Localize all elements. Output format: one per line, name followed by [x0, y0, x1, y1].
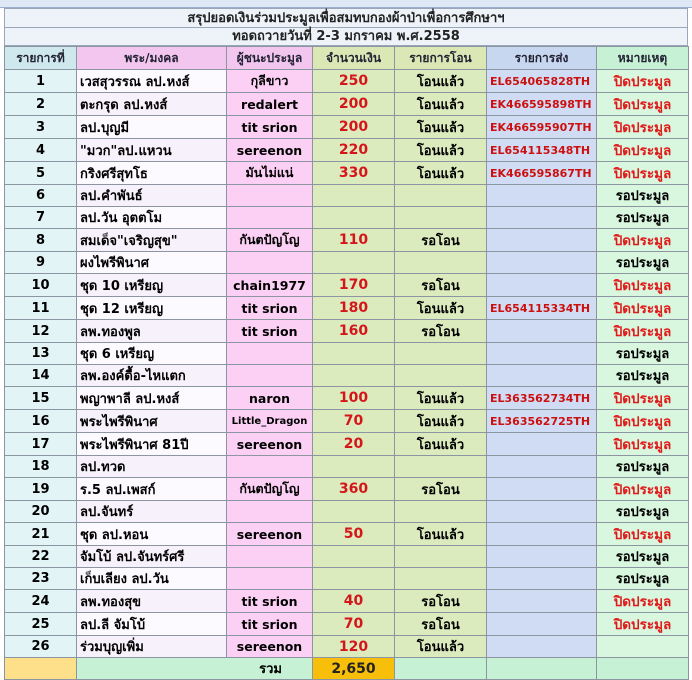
table-row [5, 613, 689, 636]
table-row [5, 568, 689, 590]
amount-cell[interactable]: 100 [313, 387, 395, 410]
row-number[interactable]: 10 [5, 274, 77, 297]
note-status[interactable]: ปิดประมูล [597, 162, 689, 185]
table-row [5, 252, 689, 274]
winner-name[interactable]: chain1977 [227, 274, 313, 297]
winner-name[interactable] [227, 546, 313, 568]
shipping-code[interactable] [487, 320, 597, 343]
row-number[interactable]: 24 [5, 590, 77, 613]
row-number[interactable]: 17 [5, 433, 77, 456]
winner-name[interactable]: tit srion [227, 116, 313, 139]
transfer-status[interactable]: โอนแล้ว [395, 139, 487, 162]
table-row [5, 116, 689, 139]
header-amount: จำนวนเงิน [313, 47, 395, 70]
shipping-code[interactable]: EK466595867TH [487, 162, 597, 185]
winner-name[interactable]: naron [227, 387, 313, 410]
shipping-code[interactable] [487, 590, 597, 613]
winner-name[interactable]: tit srion [227, 613, 313, 636]
transfer-status[interactable]: รอโอน [395, 274, 487, 297]
winner-name[interactable]: tit srion [227, 297, 313, 320]
table-row [5, 478, 689, 501]
total-cell-transfer[interactable] [395, 658, 487, 680]
amount-cell[interactable] [313, 456, 395, 478]
row-number[interactable]: 9 [5, 252, 77, 274]
table-row [5, 320, 689, 343]
shipping-code[interactable] [487, 207, 597, 229]
amount-cell[interactable] [313, 343, 395, 365]
item-name[interactable]: เก็บเลียง ลป.วัน [77, 568, 227, 590]
item-name[interactable]: ลป.วัน อุตตโม [77, 207, 227, 229]
item-name[interactable]: ชุด 12 เหรียญ [77, 297, 227, 320]
note-status[interactable]: ปิดประมูล [597, 116, 689, 139]
shipping-code[interactable]: EL654065828TH [487, 70, 597, 93]
note-status[interactable]: ปิดประมูล [597, 387, 689, 410]
winner-name[interactable]: Little_Dragon [227, 410, 313, 433]
shipping-code[interactable] [487, 185, 597, 207]
table-row [5, 365, 689, 387]
amount-cell[interactable]: 360 [313, 478, 395, 501]
item-name[interactable]: ร่วมบุญเพิ่ม [77, 636, 227, 658]
row-number[interactable]: 3 [5, 116, 77, 139]
winner-name[interactable] [227, 365, 313, 387]
table-row [5, 387, 689, 410]
sheet-title: สรุปยอดเงินร่วมประมูลเพื่อสมทบกองผ้าป่าเพื่อการศึกษาฯ [4, 8, 688, 28]
shipping-code[interactable] [487, 568, 597, 590]
note-status[interactable]: รอประมูล [597, 207, 689, 229]
table-row [5, 546, 689, 568]
note-status[interactable]: ปิดประมูล [597, 320, 689, 343]
transfer-status[interactable]: โอนแล้ว [395, 433, 487, 456]
row-number[interactable]: 23 [5, 568, 77, 590]
row-number[interactable]: 14 [5, 365, 77, 387]
transfer-status[interactable] [395, 456, 487, 478]
note-status[interactable]: ปิดประมูล [597, 139, 689, 162]
transfer-status[interactable]: โอนแล้ว [395, 636, 487, 658]
item-name[interactable]: ลป.จันทร์ [77, 501, 227, 523]
total-cell-note[interactable] [597, 658, 689, 680]
table-row [5, 139, 689, 162]
row-number[interactable]: 26 [5, 636, 77, 658]
winner-name[interactable] [227, 568, 313, 590]
amount-cell[interactable]: 200 [313, 116, 395, 139]
total-label[interactable]: รวม [77, 658, 313, 680]
note-status[interactable]: ปิดประมูล [597, 523, 689, 546]
shipping-code[interactable]: EK466595907TH [487, 116, 597, 139]
transfer-status[interactable] [395, 207, 487, 229]
transfer-status[interactable]: โอนแล้ว [395, 523, 487, 546]
note-status[interactable]: ปิดประมูล [597, 433, 689, 456]
winner-name[interactable] [227, 207, 313, 229]
winner-name[interactable]: sereenon [227, 139, 313, 162]
total-row [5, 658, 689, 680]
winner-name[interactable] [227, 501, 313, 523]
amount-cell[interactable]: 70 [313, 410, 395, 433]
shipping-code[interactable] [487, 343, 597, 365]
header-transfer: รายการโอน [395, 47, 487, 70]
table-row [5, 501, 689, 523]
amount-cell[interactable]: 40 [313, 590, 395, 613]
winner-name[interactable]: tit srion [227, 320, 313, 343]
item-name[interactable]: ลป.ลี จัมโบ้ [77, 613, 227, 636]
note-status[interactable]: รอประมูล [597, 546, 689, 568]
item-name[interactable]: ชุด 6 เหรียญ [77, 343, 227, 365]
amount-cell[interactable]: 120 [313, 636, 395, 658]
amount-cell[interactable] [313, 546, 395, 568]
amount-cell[interactable]: 180 [313, 297, 395, 320]
item-name[interactable]: ลป.บุญมี [77, 116, 227, 139]
note-status[interactable]: ปิดประมูล [597, 590, 689, 613]
winner-name[interactable] [227, 343, 313, 365]
transfer-status[interactable]: โอนแล้ว [395, 70, 487, 93]
note-status[interactable]: ปิดประมูล [597, 93, 689, 116]
row-number[interactable]: 7 [5, 207, 77, 229]
table-row [5, 93, 689, 116]
item-name[interactable]: ตะกรุด ลป.หงส์ [77, 93, 227, 116]
table-row [5, 185, 689, 207]
row-number[interactable]: 22 [5, 546, 77, 568]
amount-cell[interactable] [313, 501, 395, 523]
row-number[interactable]: 6 [5, 185, 77, 207]
note-status[interactable]: ปิดประมูล [597, 478, 689, 501]
transfer-status[interactable]: โอนแล้ว [395, 93, 487, 116]
shipping-code[interactable] [487, 433, 597, 456]
item-name[interactable]: พระไพรีพินาศ 81ปี [77, 433, 227, 456]
row-number[interactable]: 8 [5, 229, 77, 252]
item-name[interactable]: ร.5 ลป.เพสก์ [77, 478, 227, 501]
note-status[interactable]: รอประมูล [597, 185, 689, 207]
item-name[interactable]: ชุด 10 เหรียญ [77, 274, 227, 297]
item-name[interactable]: กริงศรีสุทโธ [77, 162, 227, 185]
transfer-status[interactable] [395, 546, 487, 568]
item-name[interactable]: ผงไพรีพินาศ [77, 252, 227, 274]
table-body [5, 70, 689, 658]
header-no: รายการที่ [5, 47, 77, 70]
shipping-code[interactable]: EK466595898TH [487, 93, 597, 116]
item-name[interactable]: สมเด็จ"เจริญสุข" [77, 229, 227, 252]
row-number[interactable]: 25 [5, 613, 77, 636]
note-status[interactable]: รอประมูล [597, 343, 689, 365]
note-status[interactable]: รอประมูล [597, 568, 689, 590]
item-name[interactable]: ลพ.องค์ดื้อ-ไหแตก [77, 365, 227, 387]
table-row [5, 297, 689, 320]
note-status[interactable]: รอประมูล [597, 365, 689, 387]
amount-cell[interactable]: 330 [313, 162, 395, 185]
item-name[interactable]: ลพ.ทองสุข [77, 590, 227, 613]
transfer-status[interactable]: โอนแล้ว [395, 297, 487, 320]
transfer-status[interactable] [395, 185, 487, 207]
winner-name[interactable]: redalert [227, 93, 313, 116]
shipping-code[interactable] [487, 365, 597, 387]
note-status[interactable]: ปิดประมูล [597, 613, 689, 636]
amount-cell[interactable] [313, 252, 395, 274]
row-number[interactable]: 15 [5, 387, 77, 410]
shipping-code[interactable]: EL654115348TH [487, 139, 597, 162]
table-row [5, 523, 689, 546]
auction-summary-table [4, 46, 689, 680]
row-number[interactable]: 12 [5, 320, 77, 343]
total-cell-empty[interactable] [5, 658, 77, 680]
transfer-status[interactable]: โอนแล้ว [395, 387, 487, 410]
table-row [5, 456, 689, 478]
transfer-status[interactable]: รอโอน [395, 478, 487, 501]
item-name[interactable]: พญาพาลี ลป.หงส์ [77, 387, 227, 410]
header-name: พระ/มงคล [77, 47, 227, 70]
table-row [5, 70, 689, 93]
row-number[interactable]: 2 [5, 93, 77, 116]
table-row [5, 274, 689, 297]
row-number[interactable]: 4 [5, 139, 77, 162]
shipping-code[interactable] [487, 478, 597, 501]
winner-name[interactable]: sereenon [227, 433, 313, 456]
table-row [5, 410, 689, 433]
amount-cell[interactable]: 200 [313, 93, 395, 116]
table-row [5, 636, 689, 658]
winner-name[interactable]: กันตปัญโญ [227, 478, 313, 501]
row-number[interactable]: 21 [5, 523, 77, 546]
note-status[interactable]: ปิดประมูล [597, 229, 689, 252]
header-note: หมายเหตุ [597, 47, 689, 70]
winner-name[interactable] [227, 456, 313, 478]
row-number[interactable]: 1 [5, 70, 77, 93]
transfer-status[interactable] [395, 568, 487, 590]
winner-name[interactable]: กันตปัญโญ [227, 229, 313, 252]
table-row [5, 162, 689, 185]
shipping-code[interactable] [487, 229, 597, 252]
table-row [5, 343, 689, 365]
transfer-status[interactable]: รอโอน [395, 320, 487, 343]
transfer-status[interactable] [395, 252, 487, 274]
shipping-code[interactable]: EL363562725TH [487, 410, 597, 433]
winner-name[interactable]: tit srion [227, 590, 313, 613]
row-number[interactable]: 20 [5, 501, 77, 523]
winner-name[interactable] [227, 252, 313, 274]
table-row [5, 433, 689, 456]
shipping-code[interactable] [487, 501, 597, 523]
amount-cell[interactable]: 110 [313, 229, 395, 252]
winner-name[interactable]: มันไม่แน่ [227, 162, 313, 185]
note-status[interactable]: ปิดประมูล [597, 70, 689, 93]
winner-name[interactable]: sereenon [227, 523, 313, 546]
item-name[interactable]: พระไพรีพินาศ [77, 410, 227, 433]
transfer-status[interactable] [395, 343, 487, 365]
transfer-status[interactable]: รอโอน [395, 590, 487, 613]
shipping-code[interactable] [487, 274, 597, 297]
amount-cell[interactable] [313, 568, 395, 590]
amount-cell[interactable]: 220 [313, 139, 395, 162]
shipping-code[interactable]: EL363562734TH [487, 387, 597, 410]
transfer-status[interactable]: โอนแล้ว [395, 116, 487, 139]
amount-cell[interactable]: 160 [313, 320, 395, 343]
note-status[interactable]: ปิดประมูล [597, 410, 689, 433]
transfer-status[interactable] [395, 501, 487, 523]
shipping-code[interactable] [487, 546, 597, 568]
column-header-strip [0, 0, 692, 8]
winner-name[interactable]: กุลีขาว [227, 70, 313, 93]
sheet-subtitle: ทอดถวายวันที่ 2-3 มกราคม พ.ศ.2558 [4, 28, 688, 46]
note-status[interactable]: รอประมูล [597, 501, 689, 523]
amount-cell[interactable]: 250 [313, 70, 395, 93]
transfer-status[interactable]: โอนแล้ว [395, 410, 487, 433]
winner-name[interactable] [227, 185, 313, 207]
note-status[interactable]: ปิดประมูล [597, 297, 689, 320]
shipping-code[interactable] [487, 456, 597, 478]
table-row [5, 207, 689, 229]
shipping-code[interactable] [487, 523, 597, 546]
winner-name[interactable]: sereenon [227, 636, 313, 658]
item-name[interactable]: ลพ.ทองพูล [77, 320, 227, 343]
table-row [5, 229, 689, 252]
note-status[interactable]: ปิดประมูล [597, 274, 689, 297]
note-status[interactable]: รอประมูล [597, 456, 689, 478]
total-amount[interactable]: 2,650 [313, 658, 395, 680]
header-shipping: รายการส่ง [487, 47, 597, 70]
amount-cell[interactable]: 50 [313, 523, 395, 546]
row-number[interactable]: 13 [5, 343, 77, 365]
row-number[interactable]: 16 [5, 410, 77, 433]
shipping-code[interactable] [487, 613, 597, 636]
row-number[interactable]: 11 [5, 297, 77, 320]
note-status[interactable] [597, 636, 689, 658]
header-winner: ผู้ชนะประมูล [227, 47, 313, 70]
amount-cell[interactable]: 170 [313, 274, 395, 297]
amount-cell[interactable] [313, 365, 395, 387]
item-name[interactable]: ลป.ทวด [77, 456, 227, 478]
transfer-status[interactable]: รอโอน [395, 229, 487, 252]
row-number[interactable]: 5 [5, 162, 77, 185]
item-name[interactable]: เวสสุวรรณ ลป.หงส์ [77, 70, 227, 93]
amount-cell[interactable]: 70 [313, 613, 395, 636]
transfer-status[interactable]: รอโอน [395, 613, 487, 636]
shipping-code[interactable] [487, 636, 597, 658]
amount-cell[interactable] [313, 185, 395, 207]
header-row [5, 47, 689, 70]
row-number[interactable]: 18 [5, 456, 77, 478]
note-status[interactable]: รอประมูล [597, 252, 689, 274]
transfer-status[interactable] [395, 365, 487, 387]
total-cell-shipping[interactable] [487, 658, 597, 680]
item-name[interactable]: จัมโบ้ ลป.จันทร์ศรี [77, 546, 227, 568]
row-number[interactable]: 19 [5, 478, 77, 501]
table-row [5, 590, 689, 613]
shipping-code[interactable] [487, 252, 597, 274]
item-name[interactable]: "มวก"ลป.แหวน [77, 139, 227, 162]
amount-cell[interactable] [313, 207, 395, 229]
transfer-status[interactable]: โอนแล้ว [395, 162, 487, 185]
item-name[interactable]: ลป.คำพันธ์ [77, 185, 227, 207]
item-name[interactable]: ชุด ลป.หอน [77, 523, 227, 546]
shipping-code[interactable]: EL654115334TH [487, 297, 597, 320]
amount-cell[interactable]: 20 [313, 433, 395, 456]
